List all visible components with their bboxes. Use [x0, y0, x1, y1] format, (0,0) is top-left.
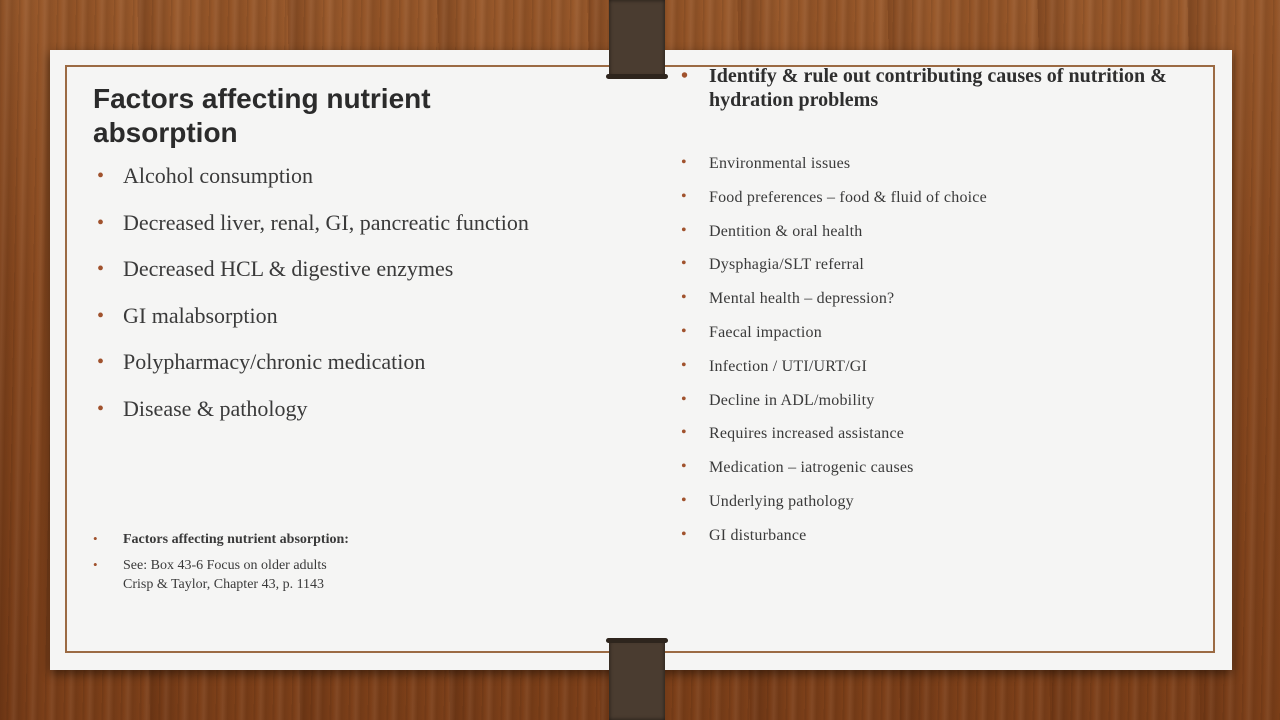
list-item-text: Food preferences – food & fluid of choice — [709, 188, 987, 206]
list-item-text: Infection / UTI/URT/GI — [709, 357, 868, 375]
bullet-dot-icon: • — [681, 491, 687, 509]
list-item — [97, 348, 627, 376]
notes-heading-item — [93, 530, 493, 549]
list-item — [681, 526, 1201, 546]
notes-heading: Factors affecting nutrient absorption: — [123, 532, 349, 547]
list-item-text: Alcohol consumption — [123, 163, 314, 188]
binder-clip-cap — [606, 638, 668, 643]
list-item — [681, 323, 1201, 343]
bullet-dot-icon: • — [97, 211, 105, 234]
bullet-dot-icon: • — [93, 531, 98, 546]
slide-title: Factors affecting nutrient absorption — [93, 83, 431, 148]
bullet-dot-icon: • — [681, 356, 687, 374]
list-item — [97, 395, 627, 423]
list-item — [681, 424, 1201, 444]
list-item-text: Medication – iatrogenic causes — [709, 459, 914, 477]
list-item-text: Decreased HCL & digestive enzymes — [123, 256, 454, 281]
bullet-dot-icon: • — [97, 165, 105, 187]
list-item — [97, 162, 627, 190]
binder-clip-top — [609, 0, 665, 77]
bullet-dot-icon: • — [681, 458, 687, 476]
bullet-dot-icon: • — [681, 154, 687, 171]
list-item — [681, 289, 1201, 309]
list-item — [97, 209, 627, 237]
reference-line-2: Crisp & Taylor, Chapter 43, p. 1143 — [123, 577, 325, 592]
list-item-text: GI malabsorption — [123, 302, 278, 328]
list-item-text: Requires increased assistance — [709, 425, 905, 443]
binder-clip-cap — [606, 74, 668, 79]
bullet-dot-icon: • — [681, 424, 687, 442]
bullet-dot-icon: • — [97, 304, 105, 327]
reference-notes-list — [93, 530, 493, 601]
list-item — [681, 255, 1201, 275]
list-item-text: Decline in ADL/mobility — [709, 391, 875, 409]
list-item — [97, 302, 627, 330]
list-item — [681, 391, 1201, 411]
bullet-dot-icon: • — [681, 187, 687, 205]
binder-clip-bottom — [609, 640, 665, 720]
bullet-dot-icon: • — [681, 255, 687, 273]
list-item-text: Dysphagia/SLT referral — [709, 256, 865, 274]
bullet-dot-icon: • — [681, 525, 687, 543]
list-item-text: Polypharmacy/chronic medication — [123, 349, 426, 374]
list-item-text: GI disturbance — [709, 526, 807, 544]
list-item — [681, 188, 1201, 208]
causes-heading-list — [681, 64, 1211, 112]
contributing-causes-list — [681, 154, 1201, 560]
bullet-dot-icon: • — [97, 258, 105, 280]
bullet-dot-icon: • — [97, 351, 105, 373]
list-item-text: Disease & pathology — [123, 395, 308, 421]
bullet-dot-icon: • — [681, 322, 687, 340]
list-item-text: Mental health – depression? — [709, 290, 895, 308]
notes-reference-item — [93, 556, 493, 594]
bullet-dot-icon: • — [93, 557, 98, 572]
list-item — [681, 458, 1201, 478]
causes-heading-item — [681, 64, 1211, 112]
bullet-dot-icon: • — [681, 65, 689, 87]
list-item — [681, 222, 1201, 242]
list-item-text: Underlying pathology — [709, 492, 854, 510]
list-item-text: Dentition & oral health — [709, 222, 863, 240]
list-item — [97, 255, 627, 283]
list-item — [681, 492, 1201, 512]
list-item — [681, 154, 1201, 174]
list-item-text: Decreased liver, renal, GI, pancreatic function — [123, 209, 529, 235]
reference-line-1: See: Box 43-6 Focus on older adults — [123, 558, 327, 573]
list-item-text: Environmental issues — [709, 155, 851, 172]
list-item-text: Faecal impaction — [709, 323, 822, 341]
bullet-dot-icon: • — [681, 289, 687, 307]
bullet-dot-icon: • — [681, 390, 687, 408]
list-item — [681, 357, 1201, 377]
bullet-dot-icon: • — [97, 397, 105, 420]
bullet-dot-icon: • — [681, 221, 687, 239]
causes-heading: Identify & rule out contributing causes of nutrition & hydration problems — [709, 65, 1167, 111]
absorption-factors-list — [97, 162, 627, 441]
